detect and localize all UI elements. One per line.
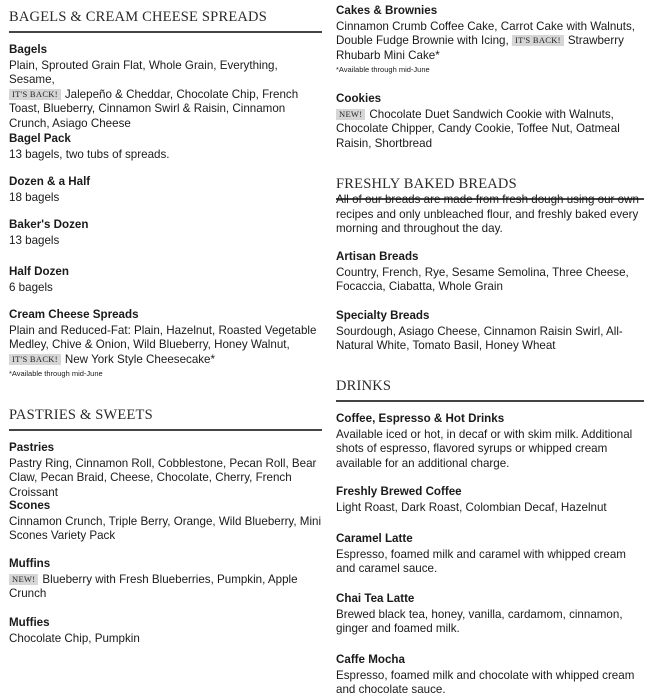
section-title-bagels: BAGELS & CREAM CHEESE SPREADS bbox=[9, 9, 322, 33]
item-desc bbox=[336, 108, 644, 152]
item-name: Coffee, Espresso & Hot Drinks bbox=[336, 412, 505, 425]
section-title-pastries: PASTRIES & SWEETS bbox=[9, 407, 322, 431]
menu-item-coffee-espresso bbox=[336, 412, 644, 471]
item-name: Bagels bbox=[9, 43, 48, 56]
item-name: Specialty Breads bbox=[336, 309, 430, 322]
menu-item-dozen-half bbox=[9, 175, 322, 205]
item-desc: Sourdough, Asiago Cheese, Cinnamon Raisin Swirl, All-Natural White, Tomato Basil, Honey Wheat bbox=[336, 324, 623, 353]
menu-item-caramel-latte bbox=[336, 532, 644, 577]
item-desc: 13 bagels, two tubs of spreads. bbox=[9, 147, 170, 161]
item-name: Cream Cheese Spreads bbox=[9, 308, 139, 321]
item-desc-text: Jalepeño & Cheddar, Chocolate Chip, French Toast, Blueberry, Cinnamon Swirl & Raisin, Cinnamon Crunch, Asiago Cheese bbox=[9, 87, 299, 130]
new-badge: NEW! bbox=[9, 574, 38, 585]
availability-note: *Available through mid-June bbox=[9, 369, 103, 379]
menu-item-brewed-coffee bbox=[336, 485, 644, 515]
item-name: Cookies bbox=[336, 92, 382, 105]
item-desc bbox=[9, 573, 322, 602]
item-name: Muffins bbox=[9, 557, 51, 570]
menu-item-bakers-dozen bbox=[9, 218, 322, 248]
item-desc bbox=[336, 20, 644, 64]
item-name: Pastries bbox=[9, 441, 55, 454]
new-badge: NEW! bbox=[336, 109, 365, 120]
item-desc: Espresso, foamed milk and caramel with whipped cream and caramel sauce. bbox=[336, 547, 626, 576]
item-desc: 18 bagels bbox=[9, 190, 60, 204]
its-back-badge: IT'S BACK! bbox=[512, 35, 564, 46]
menu-item-scones bbox=[9, 499, 322, 544]
menu-item-bagel-pack bbox=[9, 132, 322, 162]
item-name: Chai Tea Latte bbox=[336, 592, 415, 605]
breads-intro: All of our breads are made from fresh dough using our own recipes and only unbleached flour, and freshly baked every morning and throughout the day. bbox=[336, 193, 639, 236]
item-desc: Brewed black tea, honey, vanilla, cardamom, cinnamon, ginger and foamed milk. bbox=[336, 607, 623, 636]
item-desc: Chocolate Chip, Pumpkin bbox=[9, 631, 140, 645]
item-name: Muffies bbox=[9, 616, 50, 629]
item-desc bbox=[9, 59, 322, 132]
section-title-drinks: DRINKS bbox=[336, 378, 644, 402]
item-desc-text: Cinnamon Crumb Coffee Cake, Carrot Cake with Walnuts, Double Fudge Brownie with Icing, bbox=[336, 19, 635, 48]
item-name: Dozen & a Half bbox=[9, 175, 91, 188]
item-desc-text: Plain, Sprouted Grain Flat, Whole Grain, Everything, Sesame, bbox=[9, 58, 278, 87]
item-desc-text: New York Style Cheesecake* bbox=[64, 352, 216, 366]
section-title-breads: FRESHLY BAKED BREADS bbox=[336, 176, 644, 200]
menu-item-half-dozen bbox=[9, 265, 322, 295]
its-back-badge: IT'S BACK! bbox=[9, 354, 61, 365]
item-desc: Pastry Ring, Cinnamon Roll, Cobblestone, Pecan Roll, Bear Claw, Pecan Braid, Cheese, Chocolate, Cherry, French Croissant bbox=[9, 456, 317, 499]
menu-item-specialty-breads bbox=[336, 309, 644, 354]
menu-item-muffies bbox=[9, 616, 322, 646]
menu-item-artisan-breads bbox=[336, 250, 644, 295]
item-desc-text: Chocolate Duet Sandwich Cookie with Walnuts, Chocolate Chipper, Candy Cookie, Toffee Nut, Oatmeal Raisin, Shortbread bbox=[336, 107, 620, 150]
menu-item-cream-cheese-spreads bbox=[9, 308, 322, 379]
item-desc bbox=[9, 324, 322, 368]
its-back-badge: IT'S BACK! bbox=[9, 89, 61, 100]
item-name: Caffe Mocha bbox=[336, 653, 405, 666]
item-name: Artisan Breads bbox=[336, 250, 419, 263]
item-desc-text: Strawberry Rhubarb Mini Cake* bbox=[336, 34, 624, 62]
menu-item-chai-tea-latte bbox=[336, 592, 644, 637]
item-name: Caramel Latte bbox=[336, 532, 413, 545]
item-desc: Available iced or hot, in decaf or with skim milk. Additional shots of espresso, flavored syrups or whipped cream available for an additional charge. bbox=[336, 427, 633, 470]
item-desc: 6 bagels bbox=[9, 280, 53, 294]
menu-item-cookies bbox=[336, 92, 644, 151]
menu-item-pastries bbox=[9, 441, 322, 500]
item-desc-text: Blueberry with Fresh Blueberries, Pumpkin, Apple Crunch bbox=[9, 572, 298, 601]
availability-note: *Available through mid-June bbox=[336, 65, 430, 75]
item-name: Bagel Pack bbox=[9, 132, 71, 145]
item-name: Scones bbox=[9, 499, 51, 512]
menu-item-muffins bbox=[9, 557, 322, 602]
item-desc: Country, French, Rye, Sesame Semolina, Three Cheese, Focaccia, Ciabatta, Whole Grain bbox=[336, 265, 629, 294]
item-desc-text: Plain and Reduced-Fat: Plain, Hazelnut, Roasted Vegetable Medley, Chive & Onion, Wild Blueberry, Honey Walnut, bbox=[9, 323, 317, 352]
menu-item-bagels bbox=[9, 43, 322, 132]
menu-item-caffe-mocha bbox=[336, 653, 644, 698]
menu-item-cakes-brownies bbox=[336, 4, 644, 75]
item-desc: 13 bagels bbox=[9, 233, 60, 247]
item-name: Freshly Brewed Coffee bbox=[336, 485, 462, 498]
item-desc: Light Roast, Dark Roast, Colombian Decaf, Hazelnut bbox=[336, 500, 607, 514]
item-name: Half Dozen bbox=[9, 265, 69, 278]
item-desc: Espresso, foamed milk and chocolate with whipped cream and chocolate sauce. bbox=[336, 668, 635, 697]
item-desc: Cinnamon Crunch, Triple Berry, Orange, Wild Blueberry, Mini Scones Variety Pack bbox=[9, 514, 322, 543]
item-name: Cakes & Brownies bbox=[336, 4, 438, 17]
item-name: Baker's Dozen bbox=[9, 218, 89, 231]
